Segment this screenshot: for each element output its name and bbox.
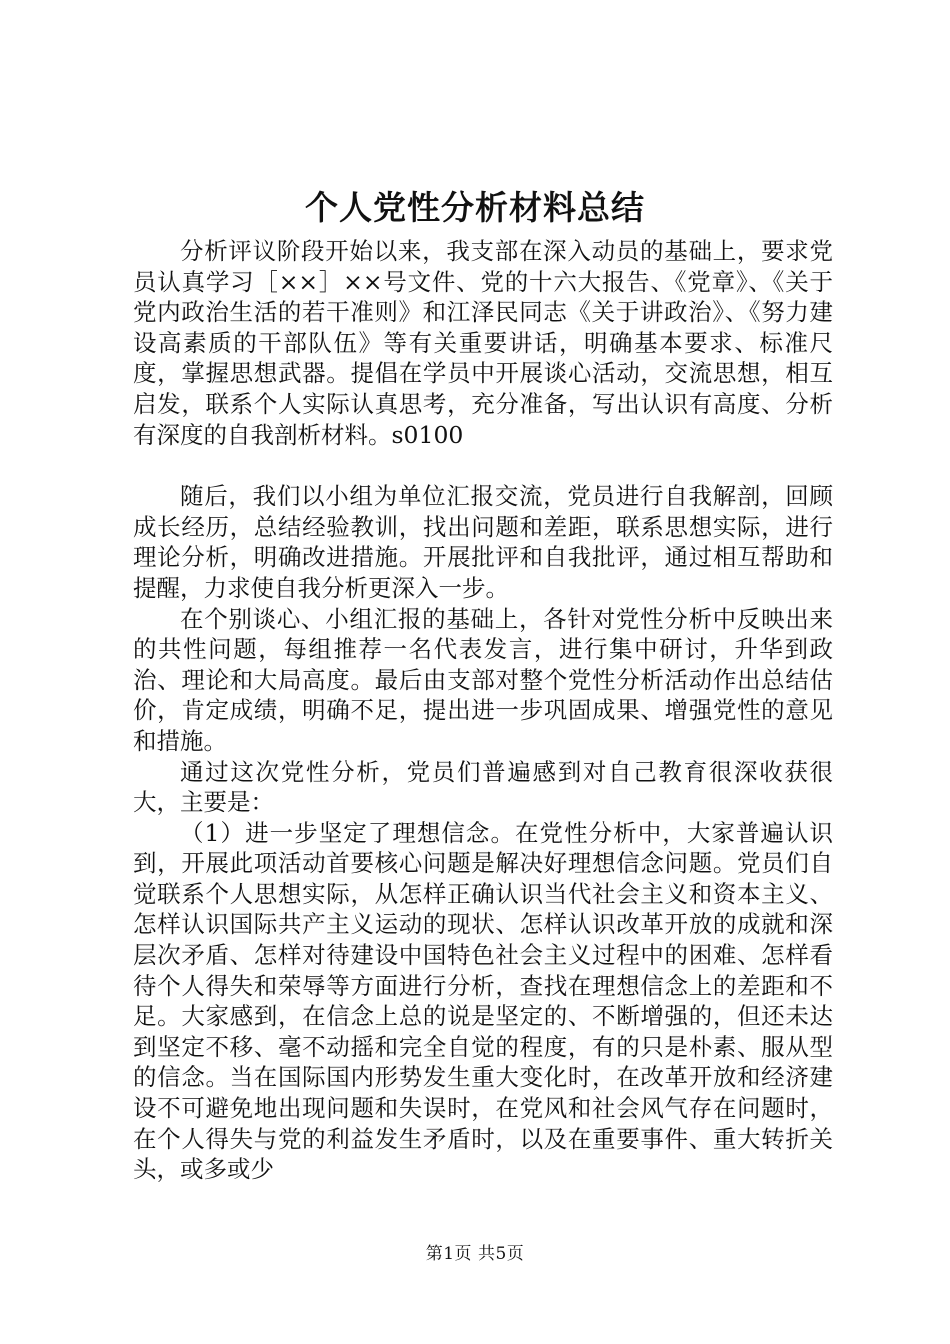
document-body: [133, 236, 833, 1185]
paragraph-3: 在个别谈心、小组汇报的基础上，各针对党性分析中反映出来的共性问题，每组推荐一名代表发言，进行集中研讨，升华到政治、理论和大局高度。最后由支部对整个党性分析活动作出总结估价，肯定成绩，明确不足，提出进一步巩固成果、增强党性的意见和措施。: [133, 604, 833, 755]
page-footer: 第1页 共5页: [425, 1244, 525, 1264]
document-title: 个人党性分析材料总结: [305, 188, 645, 227]
paragraph-4: 通过这次党性分析，党员们普遍感到对自己教育很深收获很大，主要是：: [133, 757, 833, 817]
paragraph-5: （1）进一步坚定了理想信念。在党性分析中，大家普遍认识到，开展此项活动首要核心问题是解决好理想信念问题。党员们自觉联系个人思想实际，从怎样正确认识当代社会主义和资本主义、怎样认识国际共产主义运动的现状、怎样认识改革开放的成就和深层次矛盾、怎样对待建设中国特色社会主义过程中的困难、怎样看待个人得失和荣辱等方面进行分析，查找在理想信念上的差距和不足。大家感到，在信念上总的说是坚定的、不断增强的，但还未达到坚定不移、毫不动摇和完全自觉的程度，有的只是朴素、服从型的信念。当在国际国内形势发生重大变化时，在改革开放和经济建设不可避免地出现问题和失误时，在党风和社会风气存在问题时，在个人得失与党的利益发生矛盾时，以及在重要事件、重大转折关头，或多或少: [133, 818, 833, 1184]
paragraph-2: 随后，我们以小组为单位汇报交流，党员进行自我解剖，回顾成长经历，总结经验教训，找出问题和差距，联系思想实际，进行理论分析，明确改进措施。开展批评和自我批评，通过相互帮助和提醒，力求使自我分析更深入一步。: [133, 482, 833, 602]
paragraph-1: 分析评议阶段开始以来，我支部在深入动员的基础上，要求党员认真学习［××］××号文件、党的十六大报告、《党章》、《关于党内政治生活的若干准则》和江泽民同志《关于讲政治》、《努力建设高素质的干部队伍》等有关重要讲话，明确基本要求、标准尺度，掌握思想武器。提倡在学员中开展谈心活动，交流思想，相互启发，联系个人实际认真思考，充分准备，写出认识有高度、分析有深度的自我剖析材料。s0100: [133, 237, 833, 449]
